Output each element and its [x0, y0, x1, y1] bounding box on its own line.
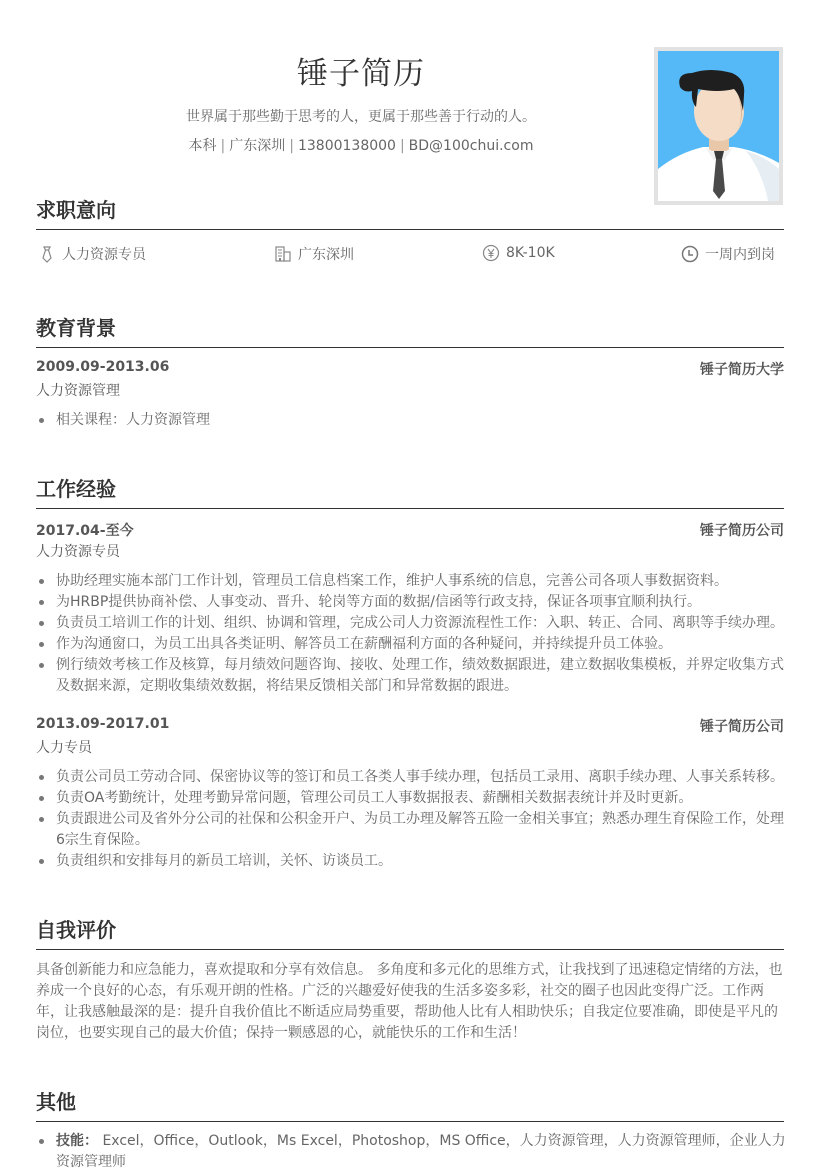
list-item: 相关课程：人力资源管理 — [36, 410, 786, 431]
contact-line — [36, 135, 686, 155]
work-date: 2013.09-2017.01 — [36, 716, 170, 732]
contact-phone: 13800138000 — [297, 138, 396, 154]
work-entry-header — [36, 520, 784, 540]
skills-item — [36, 1131, 786, 1173]
building-icon — [274, 245, 292, 263]
work-date: 2017.04-至今 — [36, 523, 134, 539]
list-item: 负责员工培训工作的计划、组织、协调和管理，完成公司人力资源流程性工作：入职、转正、合同、离职等手续办理。 — [36, 613, 786, 634]
intent-position — [38, 244, 146, 264]
work-company: 锤子简历公司 — [700, 523, 784, 539]
intent-availability-label: 一周内到岗 — [705, 247, 775, 263]
education-date: 2009.09-2013.06 — [36, 359, 170, 375]
self-evaluation-text: 具备创新能力和应急能力，喜欢提取和分享有效信息。 多角度和多元化的思维方式，让我找到了迅速稳定情绪的方法，也养成一个良好的心态，有乐观开朗的性格。广泛的兴趣爱好使我的生活多姿多彩，社交的圈子也因此变得广泛。工作两年，让我感触最深的是：提升自我价值比不断适应局势重要，帮助他人比有人相助快乐；自我定位要准确，即使是平凡的岗位，也要实现自己的最大价值；保持一颗感恩的心，就能快乐的工作和生活！ — [36, 962, 783, 1041]
section-title-work: 工作经验 — [36, 473, 784, 509]
section-title-education: 教育背景 — [36, 312, 784, 348]
work-company: 锤子简历公司 — [700, 719, 784, 735]
section-title-job-intent: 求职意向 — [36, 194, 784, 230]
job-intent-row — [36, 244, 784, 266]
contact-education: 本科 — [188, 138, 217, 154]
list-item: 为HRBP提供协商补偿、人事变动、晋升、轮岗等方面的数据/信函等行政支持，保证各项事宜顺利执行。 — [36, 592, 786, 613]
education-entry-header — [36, 359, 784, 379]
list-item: 协助经理实施本部门工作计划，管理员工信息档案工作，维护人事系统的信息，完善公司各项人事数据资料。 — [36, 571, 786, 592]
work-bullets — [36, 571, 786, 697]
list-item: 负责跟进公司及省外分公司的社保和公积金开户、为员工办理及解答五险一金相关事宜；熟悉办理生育保险工作，处理6宗生育保险。 — [36, 809, 786, 851]
skills-label: 技能： — [56, 1133, 98, 1149]
intent-location-label: 广东深圳 — [298, 247, 354, 263]
separator: | — [399, 138, 405, 154]
separator: | — [220, 138, 226, 154]
education-major: 人力资源管理 — [36, 383, 120, 399]
section-title-other: 其他 — [36, 1086, 784, 1122]
resume-header — [36, 0, 686, 170]
intent-availability — [681, 244, 775, 264]
list-item: 负责组织和安排每月的新员工培训，关怀、访谈员工。 — [36, 851, 786, 872]
contact-location: 广东深圳 — [229, 138, 286, 154]
avatar-illustration — [658, 51, 779, 201]
list-item: 作为沟通窗口，为员工出具各类证明、解答员工在薪酬福利方面的各种疑问，并持续提升员工体验。 — [36, 634, 786, 655]
yen-icon — [482, 244, 500, 262]
section-title-self-evaluation: 自我评价 — [36, 914, 784, 950]
intent-salary — [482, 244, 555, 262]
motto: 世界属于那些勤于思考的人，更属于那些善于行动的人。 — [186, 109, 536, 125]
list-item: 例行绩效考核工作及核算，每月绩效问题咨询、接收、处理工作，绩效数据跟进，建立数据收集模板，并界定收集方式及数据来源，定期收集绩效数据，将结果反馈相关部门和异常数据的跟进。 — [36, 655, 786, 697]
intent-position-label: 人力资源专员 — [62, 247, 146, 263]
list-item: 负责OA考勤统计，处理考勤异常问题，管理公司员工人事数据报表、薪酬相关数据表统计并及时更新。 — [36, 788, 786, 809]
work-bullets — [36, 767, 786, 872]
education-school: 锤子简历大学 — [700, 362, 784, 378]
work-role: 人力专员 — [36, 740, 92, 756]
education-bullets — [36, 410, 786, 431]
resume-title: 锤子简历 — [297, 56, 425, 92]
profile-photo — [654, 47, 783, 205]
work-entry-header — [36, 716, 784, 736]
other-bullets — [36, 1131, 786, 1173]
intent-salary-label: 8K-10K — [506, 245, 555, 261]
list-item: 负责公司员工劳动合同、保密协议等的签订和员工各类人事手续办理，包括员工录用、离职手续办理、人事关系转移。 — [36, 767, 786, 788]
separator: | — [289, 138, 294, 154]
intent-location — [274, 244, 354, 264]
work-role: 人力资源专员 — [36, 544, 120, 560]
contact-email: BD@100chui.com — [408, 138, 534, 154]
clock-icon — [681, 245, 699, 263]
skills-text: Excel，Office，Outlook，Ms Excel，Photoshop，MS Office，人力资源管理，人力资源管理师，企业人力资源管理师 — [56, 1133, 786, 1170]
tie-icon — [38, 245, 56, 263]
